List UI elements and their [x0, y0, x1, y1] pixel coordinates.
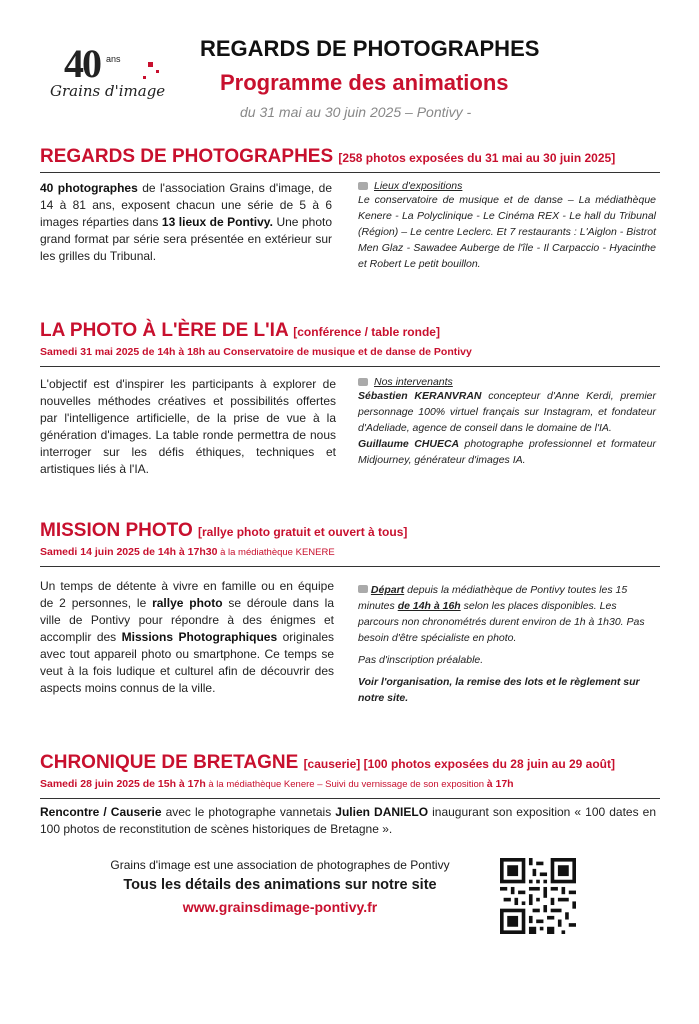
section-3-divider	[40, 566, 660, 567]
section-3-side-rules: Voir l'organisation, la remise des lots et le règlement sur notre site.	[358, 676, 640, 704]
footer-association: Grains d'image est une association de photographes de Pontivy	[110, 858, 450, 872]
section-3-schedule	[40, 546, 335, 558]
section-1-title-text: REGARDS DE PHOTOGRAPHES	[40, 146, 334, 167]
section-2-title	[40, 320, 440, 342]
section-4-schedule	[40, 778, 514, 790]
section-4-schedule-main: Samedi 28 juin 2025 de 15h à 17h	[40, 778, 206, 790]
speaker-2-desc: photographe professionnel et formateur Midjourney, générateur d'images IA.	[358, 438, 656, 466]
section-3-side-bold-2: de 14h à 16h	[397, 600, 461, 612]
section-3-sidebar	[358, 582, 656, 706]
section-1-description	[40, 180, 332, 265]
section-4-tag: [causerie] [100 photos exposées du 28 juin au 29 août]	[303, 757, 615, 771]
section-1-bold-2: 13 lieux de Pontivy.	[161, 215, 273, 229]
logo-dot	[143, 76, 146, 79]
section-2-schedule: Samedi 31 mai 2025 de 14h à 18h au Conservatoire de musique et de danse de Pontivy	[40, 346, 472, 358]
page-title: REGARDS DE PHOTOGRAPHES	[200, 36, 540, 61]
section-3-title	[40, 520, 407, 542]
speaker-1	[358, 388, 656, 436]
section-3-text-1: Un temps de détente à vivre en famille ou en équipe de 2 personnes, le	[40, 579, 334, 610]
section-1-bold-1: 40 photographes	[40, 181, 138, 195]
pointing-hand-icon	[358, 378, 368, 386]
section-3-tag: [rallye photo gratuit et ouvert à tous]	[198, 525, 408, 539]
footer-website-link[interactable]: www.grainsdimage-pontivy.fr	[182, 899, 378, 915]
section-3-bold-2: Missions Photographiques	[121, 630, 278, 644]
section-4-title-text: CHRONIQUE DE BRETAGNE	[40, 752, 299, 773]
footer	[90, 856, 470, 918]
speaker-2	[358, 436, 656, 468]
section-2-divider	[40, 366, 660, 367]
speaker-1-name: Sébastien KERANVRAN	[358, 390, 482, 402]
section-1-sidebar	[358, 180, 656, 272]
section-4-schedule-end: à 17h	[486, 778, 514, 790]
section-1-side-heading: Lieux d'expositions	[374, 180, 463, 192]
section-3-text-3: originales avec tout appareil photo ou smartphone. Ce temps se veut à la fois ludique et culturel afin de découvrir des aspects moins connus de la ville.	[40, 630, 334, 695]
speaker-2-name: Guillaume CHUECA	[358, 438, 460, 450]
section-4-bold-1: Rencontre / Causerie	[40, 805, 162, 819]
pointing-hand-icon	[358, 585, 368, 593]
section-4-title	[40, 752, 615, 774]
section-3-title-text: MISSION PHOTO	[40, 520, 193, 541]
logo-name: Grains d'image	[50, 82, 166, 100]
section-1-title	[40, 146, 615, 168]
logo-dot	[156, 70, 159, 73]
section-1-divider	[40, 172, 660, 173]
section-3-side-text-2: selon les places disponibles. Les parcours non chronométrés durent environ de 1h à 1h30. Pas besoin d'être spécialiste en photo.	[358, 600, 645, 644]
logo-sup: ans	[106, 54, 121, 64]
speaker-1-desc: concepteur d'Anne Kerdi, premier personnage 100% virtuel français sur Instagram, et fondateur d'Adeliade, agence de conseil dans le domaine de l'IA.	[358, 390, 656, 434]
section-4-schedule-place: à la médiathèque Kenere – Suivi du vernissage de son exposition	[205, 779, 487, 790]
section-3-side-departure	[358, 582, 656, 646]
section-3-side-text-1: depuis la médiathèque de Pontivy toutes les 15 minutes	[358, 584, 628, 612]
section-1-side-text: Le conservatoire de musique et de danse – La médiathèque Kenere - La Polyclinique - Le Cinéma REX - Le hall du Tribunal (Région) – Le centre Leclerc. Et 7 restaurants : L'Aiglon - Bistrot Men Glaz - Sawadee Auberge de l'île - Il Carpaccio - Hyacinthe et Robert Le petit bouillon.	[358, 194, 656, 270]
section-4-text-1: avec le photographe vannetais	[161, 805, 336, 819]
section-3-schedule-main: Samedi 14 juin 2025 de 14h à 17h30	[40, 546, 218, 558]
section-3-schedule-place: à la médiathèque KENERE	[217, 547, 335, 558]
section-2-description: L'objectif est d'inspirer les participants à explorer de nouvelles méthodes créatives et possibilités offertes par l'intelligence artificielle, de la prise de vue à la génération d'images. La table ronde permettra de nous interroger sur les défis éthiques, techniques et artistiques liés à l'IA.	[40, 377, 336, 476]
logo-dot	[148, 62, 153, 67]
footer-details: Tous les détails des animations sur notre site	[123, 877, 437, 893]
pointing-hand-icon	[358, 182, 368, 190]
section-3-description	[40, 578, 334, 697]
qr-code[interactable]	[500, 858, 576, 934]
section-4-description	[40, 804, 656, 838]
association-logo	[48, 40, 168, 125]
section-1-text-2: Une photo grand format par série sera présentée en extérieur sur les grilles du Tribunal.	[40, 215, 332, 263]
section-2-sidebar	[358, 376, 656, 468]
page-subtitle: Programme des animations	[220, 70, 509, 95]
page-dates: du 31 mai au 30 juin 2025 – Pontivy -	[240, 104, 472, 120]
section-2-title-text: LA PHOTO À L'ÈRE DE L'IA	[40, 320, 288, 341]
section-2-tag: [conférence / table ronde]	[293, 325, 440, 339]
section-4-bold-2: Julien DANIELO	[335, 805, 429, 819]
section-3-text-2: se déroule dans la ville de Pontivy pour répondre à des énigmes et accomplir des	[40, 596, 334, 644]
section-4-text-2: inaugurant son exposition « 100 dates en 100 photos de reconstitution de scènes historiques de Bretagne ».	[40, 805, 656, 836]
section-1-tag: [258 photos exposées du 31 mai au 30 juin 2025]	[338, 151, 616, 165]
section-3-side-bold-1: Départ	[370, 584, 405, 596]
section-1-text-1: de l'association Grains d'image, de 14 à 81 ans, exposent chacun une série de 5 à 6 images réparties dans	[40, 181, 333, 229]
logo-number: 40	[64, 41, 100, 86]
section-3-bold-1: rallye photo	[152, 596, 223, 610]
section-4-divider	[40, 798, 660, 799]
section-2-side-heading: Nos intervenants	[374, 376, 453, 388]
section-3-side-registration: Pas d'inscription préalable.	[358, 654, 484, 666]
